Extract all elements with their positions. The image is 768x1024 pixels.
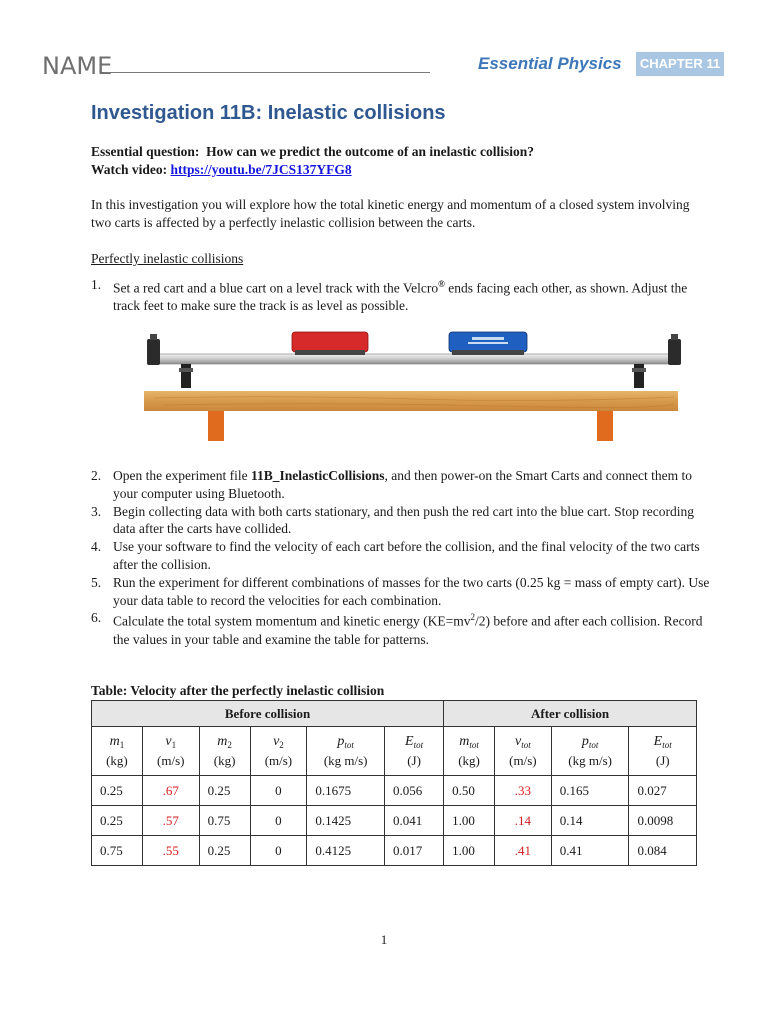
essential-question-label: Essential question: [91,144,200,159]
list-item [91,609,713,648]
video-link[interactable]: https://youtu.be/7JCS137YFG8 [170,161,352,177]
table-cell: 0.25 [92,806,143,836]
column-header-row [92,727,697,776]
table-cell: .33 [494,776,551,806]
step-text: Run the experiment for different combinations of masses for the two carts (0.25 kg = mass of empty cart). Use your data table to record the velocities for each combination. [113,574,710,608]
table-cell: 0.056 [384,776,443,806]
table-cell: 0.041 [384,806,443,836]
step-number: 4. [91,539,102,555]
table-cell: 0.165 [551,776,629,806]
wooden-board [144,391,678,411]
page-number: 1 [380,932,388,947]
column-header: $E_{tot}$ (J) [384,727,443,776]
blue-cart-label-2 [468,342,508,344]
table-cell: 0 [250,776,307,806]
group-header-after: After collision [444,701,697,727]
essential-question-text: How can we predict the outcome of an inelastic collision? [206,144,534,159]
table-cell: 0.0098 [629,806,697,836]
name-label: NAME [42,52,113,80]
step-number: 1. [91,277,102,292]
board-leg-right [597,411,613,441]
superscript: 2 [470,612,476,623]
step-number: 2. [91,468,102,483]
step-text: Calculate the total system momentum and kinetic energy (KE=mv [113,613,471,629]
table-cell: 0 [250,836,307,866]
column-header: $p_{tot}$ (kg m/s) [307,727,385,776]
step-text: Use your software to find the velocity of each cart before the collision, and the final velocity of the two carts after the collision. [113,539,700,572]
column-header: $v_2$ (m/s) [250,727,307,776]
list-item [91,538,713,574]
table-cell: 0.50 [444,776,495,806]
step-list-2 [91,467,713,648]
table-cell: 0.25 [92,776,143,806]
list-item [91,503,713,539]
table-cell: 0.027 [629,776,697,806]
table-cell: .55 [142,836,199,866]
essential-question [91,143,534,161]
end-stop-left [147,339,160,365]
board-leg-left [208,411,224,441]
column-header: $m_{tot}$ (kg) [444,727,495,776]
table-caption: Table: Velocity after the perfectly inelastic collision [91,683,385,698]
step-text-cont: , and then power-on the Smart Carts and connect them to your computer using Bluetooth. [113,468,693,501]
page-title: Investigation 11B: Inelastic collisions [91,102,446,124]
column-header: $v_{tot}$ (m/s) [494,727,551,776]
intro-paragraph: In this investigation you will explore how the total kinetic energy and momentum of a closed system involving two carts is affected by a perfectly inelastic collision between the carts. [91,197,690,230]
table-cell: 0.41 [551,836,629,866]
table-cell: 0 [250,806,307,836]
table-cell: 0.017 [384,836,443,866]
table-cell: 0.14 [551,806,629,836]
section-subheading: Perfectly inelastic collisions [91,251,244,266]
essential-question-block [91,143,534,179]
end-stop-left-top [150,334,157,340]
name-line [104,72,430,73]
watch-video-label: Watch video: [91,161,168,177]
table-cell: 0.25 [199,776,250,806]
step-number: 6. [91,610,102,626]
table-cell: 0.1675 [307,776,385,806]
table-cell: .57 [142,806,199,836]
step-number: 3. [91,503,102,519]
step-number: 5. [91,574,102,590]
step-text: Set a red cart and a blue cart on a level track with the Velcro [113,280,439,296]
end-stop-right-top [671,334,678,340]
track-foot-left [181,364,191,388]
table-cell: 0.084 [629,836,697,866]
column-header: $m_2$ (kg) [199,727,250,776]
table-body [92,776,697,866]
step-text: Begin collecting data with both carts stationary, and then push the red cart into the blue cart. Stop recording data after the carts have collided. [113,503,694,537]
table-cell: 0.4125 [307,836,385,866]
blue-cart-label [472,337,504,340]
step-text: Open the experiment file [113,468,251,483]
table-row [92,836,697,866]
track-foot-right-cap [632,368,646,372]
experiment-file-name: 11B_InelasticCollisions [250,468,385,483]
column-header: $m_1$ (kg) [92,727,143,776]
step-list-1 [91,276,713,315]
group-header-before: Before collision [92,701,444,727]
table-cell: 0.75 [199,806,250,836]
track-rail [154,354,670,364]
blue-cart-base [452,350,524,355]
table-cell: .41 [494,836,551,866]
registered-mark: ® [438,279,445,289]
chapter-badge: CHAPTER 11 [636,52,724,76]
table-cell: 1.00 [444,836,495,866]
step-text-cont: ends facing each other, as shown. Adjust the track feet to make sure the track is as level as possible. [113,280,688,314]
table-row [92,776,697,806]
red-cart-base [295,350,365,355]
red-cart [292,332,368,352]
end-stop-right [668,339,681,365]
list-item [91,467,713,503]
table-cell: 0.75 [92,836,143,866]
table-cell: 0.1425 [307,806,385,836]
table-cell: .67 [142,776,199,806]
track-foot-left-cap [179,368,193,372]
step-text-cont: /2) before and after each collision. Record the values in your table and examine the table for patterns. [113,613,703,647]
column-header: $v_1$ (m/s) [142,727,199,776]
watch-video [91,161,534,179]
track-figure [134,322,690,450]
brand-title: Essential Physics [478,54,622,73]
track-foot-right [634,364,644,388]
list-item [91,574,713,610]
table-row [92,806,697,836]
table-cell: 1.00 [444,806,495,836]
table-cell: 0.25 [199,836,250,866]
data-table [91,700,697,866]
column-header: $E_{tot}$ (J) [629,727,697,776]
column-header: $p_{tot}$ (kg m/s) [551,727,629,776]
list-item [91,276,713,315]
table-cell: .14 [494,806,551,836]
